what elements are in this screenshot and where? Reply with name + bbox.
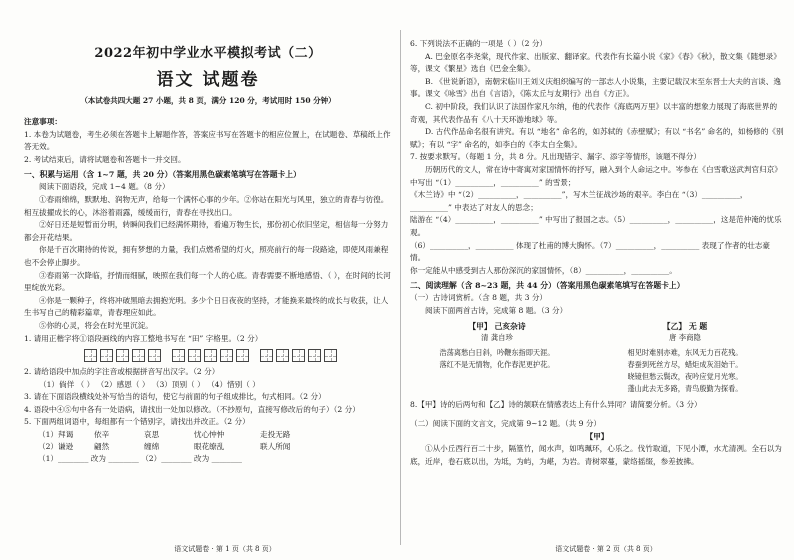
tian-cell[interactable]: [308, 349, 321, 362]
question-6: 6. 下列说法不正确的一项是（ ）（2 分）: [410, 39, 548, 48]
q7-text-5: 你一定能从中感受到古人那份深沉的家国情怀，（8）__________，__________。: [410, 265, 677, 275]
question-2-items: （1）倘佯 （ ） （2）感恩（ ） （3）顶别（ ） （4）惜别（ ）: [39, 379, 260, 389]
word: 哀思: [144, 430, 160, 440]
tian-cell[interactable]: [292, 349, 305, 362]
question-2: 2. 请给语段中加点的字注音或根据拼音写出汉字。（2 分）: [24, 367, 220, 377]
tian-cell[interactable]: [116, 349, 129, 362]
poem-line: 落红不是无情物，化作春泥更护花。: [439, 360, 555, 370]
poem-yi-title: [610, 321, 760, 332]
poem-jia-name: 己亥杂诗: [494, 322, 526, 332]
q6-option-a: A. 巴金原名李尧棠，现代作家、出版家、翻译家。代表作有长篇小说《家》《春》《秋》，散文集《随想录》等，课文《繁星》选自《巴金全集》。: [410, 51, 781, 74]
poem-yi: [610, 321, 760, 395]
q6-option-b: B. 《世说新语》，南朝宋临川王刘义庆组织编写的一部志人小说集，主要记载汉末至东晋士大夫的言谈、逸事。课文《咏雪》出自《言语》，《陈太丘与友期行》出自《方正》。: [410, 76, 781, 99]
q6-option-c: C. 初中阶段，我们认识了法国作家凡尔纳，他的代表作《海底两万里》以丰富的想象力展现了海底世界的奇观，其代表作品有《八十天环游地球》等。: [410, 101, 778, 124]
wenyan-tag: 【甲】: [585, 431, 609, 441]
word: 联人所闻: [260, 442, 291, 452]
paper-title: 语文 试题卷: [156, 70, 260, 90]
word: （1）拜谒: [38, 430, 74, 440]
poem-line: 相见时难别亦难，东风无力百花残。: [627, 348, 743, 358]
word: 眼花缭乱: [194, 442, 225, 452]
poem-jia: [422, 321, 572, 395]
section-2-sub-1: （一）古诗词赏析。（含 8 题，共 3 分）: [410, 293, 548, 303]
wenyan-passage: ①从小丘西行百二十步，隔篁竹，闻水声，如鸣珮环，心乐之。伐竹取道，下见小潭，水尤清冽。全石以为底，近岸，卷石底以出，为坻，为屿，为嵁，为岩。青树翠蔓，蒙络摇缀，参差披拂。: [410, 444, 782, 466]
passage-para-5: ④你是一颗种子，终将冲破黑暗去拥抱光明。多少个日日夜夜的坚持，才能换来最终的成长与收获，让人生书写自己的精彩篇章，青春理应如此。: [24, 295, 389, 318]
page-right: [402, 0, 794, 560]
section-2-sub-2: （二）阅读下面的文言文，完成第 9~12 题。（共 9 分）: [410, 419, 602, 429]
poem-jia-title: [422, 321, 572, 332]
passage-para-4: ③春雨第一次降临，抒情而细腻，映照在我们每一个人的心底。青春需要不断地感悟、（ ），在时间的长河里绽放光彩。: [24, 270, 391, 293]
notice-item-1: 1. 本卷为试题卷，考生必须在答题卡上解题作答，答案应书写在答题卡的相应位置上，在试题卷、草稿纸上作答无效。: [24, 129, 391, 152]
question-4: 4. 语段中④⑤句中各有一处语病，请找出一处加以修改。（不抄原句，直接写修改后的句子）（2 分）: [24, 404, 360, 414]
poem-jia-tag: 【甲】: [468, 322, 492, 332]
tian-cell[interactable]: [188, 349, 201, 362]
poem-line: 春蚕到死丝方尽，蜡炬成灰泪始干。: [627, 360, 743, 370]
section-1-intro: 阅读下面语段，完成 1~4 题。（8 分）: [39, 182, 170, 192]
passage-para-2: ②好日还是短暂而分明，转瞬间我们已经满怀期待，看遍万物生长，那份初心依旧坚定，相信每一分努力都会开花结果。: [24, 220, 389, 242]
poem-jia-author: 清 龚自珍: [481, 333, 513, 343]
word: （2）谦逊: [38, 442, 74, 452]
section-2-sub-1-intro: 阅读下面两首古诗，完成第 8 题。（3 分）: [425, 305, 568, 315]
word: 走投无路: [260, 430, 291, 440]
poem-line: 浩荡离愁白日斜，吟鞭东指即天涯。: [439, 348, 555, 358]
question-5: 5. 下面两组词语中，每组都有一个错别字，请找出并改正。（2 分）: [24, 417, 250, 427]
passage-para-6: ⑤你的心灵，将会在时光里沉淀。: [39, 320, 153, 330]
tian-cell[interactable]: [236, 349, 249, 362]
tian-cell[interactable]: [324, 349, 337, 362]
notice-heading: 注意事项：: [24, 117, 62, 126]
poem-yi-author: 唐 李商隐: [669, 333, 701, 343]
page-footer-left: 语文试题卷 · 第 1 页（共 8 页）: [174, 545, 276, 553]
question-3: 3. 请在下面语段横线处补写恰当的语句，使它与前面的句子组成排比，句式相同。（2 分）: [24, 392, 326, 402]
word: 翩然: [94, 442, 110, 452]
question-7: 7. 按要求默写。（每题 1 分，共 8 分。凡出现错字、漏字、添字等情形，该题不得分）: [410, 152, 701, 162]
poem-yi-name: 无 题: [688, 322, 708, 332]
word: 忧心忡忡: [194, 430, 225, 440]
q6-option-d: D. 古代作品命名很有讲究。有以 “地名” 命名的，如苏轼的《赤壁赋》；有以 “书名” 命名的，如杨修的《别赋》；有以 “字” 命名的，如李白的《李太白全集》。: [410, 127, 784, 149]
tian-cell[interactable]: [276, 349, 289, 362]
q5-word-table: [38, 429, 392, 453]
tian-cell[interactable]: [84, 349, 97, 362]
poem-comparison: [410, 321, 784, 395]
q7-text-1: 历朝历代的文人，常在诗中寄寓对家国情怀的抒写，融入到个人命运之中。岑参在《白雪歌送武判官归京》中写出 “（1）__________，__________” 的雪景；: [410, 164, 782, 187]
poem-line: 蓬山此去无多路，青鸟殷勤为探看。: [627, 384, 743, 394]
passage-para-1: ①春雨绵绵，默默地、润物无声，给每一个满怀心事的少年。②你站在阳光与风里，独立的青春与彷徨。相互拔擢成长的心，沐浴着雨露，缓缓而行，青春在寻找出口。: [24, 194, 389, 217]
exam-info: （本试卷共四大题 27 小题，共 8 页，满分 120 分，考试用时 150 分钟）: [80, 96, 336, 105]
section-1-heading: 一、积累与运用（含 1~7 题，共 20 分）（答案用黑色碳素笔填写在答题卡上）: [24, 170, 301, 180]
tian-cell[interactable]: [172, 349, 185, 362]
page-footer-right: 语文试题卷 · 第 2 页（共 8 页）: [555, 545, 657, 553]
q7-text-3: 陆游在 “（4）__________，__________” 中写出了报国之志。（5）__________，__________，这是范仲淹的忧乐观。: [410, 215, 782, 237]
question-1: 1. 请用正楷字将①语段画线的内容工整地书写在 “田” 字格里。（2 分）: [24, 333, 263, 343]
tian-cell[interactable]: [132, 349, 145, 362]
tian-cell[interactable]: [260, 349, 273, 362]
poem-yi-tag: 【乙】: [662, 322, 687, 332]
q7-text-2: 《木兰诗》中 “（2）__________，__________”，写木兰征战沙场的艰辛。李白在 “（3）__________，__________” 中表达了对友人的思念；: [410, 190, 748, 212]
passage-para-3: 你是千百次期待的传说，拥有梦想的力量，我们点燃希望的灯火，照亮前行的每一段路途，即使风雨兼程也不会停止脚步。: [24, 245, 389, 267]
tian-cell[interactable]: [100, 349, 113, 362]
tian-cell[interactable]: [204, 349, 217, 362]
tian-cell[interactable]: [148, 349, 161, 362]
word: 依辛: [94, 430, 110, 440]
section-2-heading: 二、阅读理解（含 8~23 题，共 44 分）（答案用黑色碳素笔填写在答题卡上）: [410, 281, 685, 291]
question-8: 8.【甲】诗的后两句和【乙】诗的颔联在情感表达上有什么异同？请简要分析。（3 分）: [410, 400, 702, 410]
exam-title: 2022年初中学业水平模拟考试（二）: [94, 46, 322, 61]
q7-text-4: （6）__________，__________ 体现了杜甫的博大胸怀。（7）__________，__________ 表现了作者的壮志豪情。: [410, 240, 770, 263]
q5-correction-line: （1）________ 改为 ________ （2）________ 改为 ________: [38, 454, 242, 464]
tian-cell[interactable]: [220, 349, 233, 362]
tian-grid[interactable]: [84, 349, 392, 362]
word: 缠绵: [144, 442, 160, 452]
poem-line: 晓镜但愁云鬓改，夜吟应觉月光寒。: [627, 372, 743, 382]
notice-item-2: 2. 考试结束后，请将试题卷和答题卡一并交回。: [24, 154, 186, 164]
